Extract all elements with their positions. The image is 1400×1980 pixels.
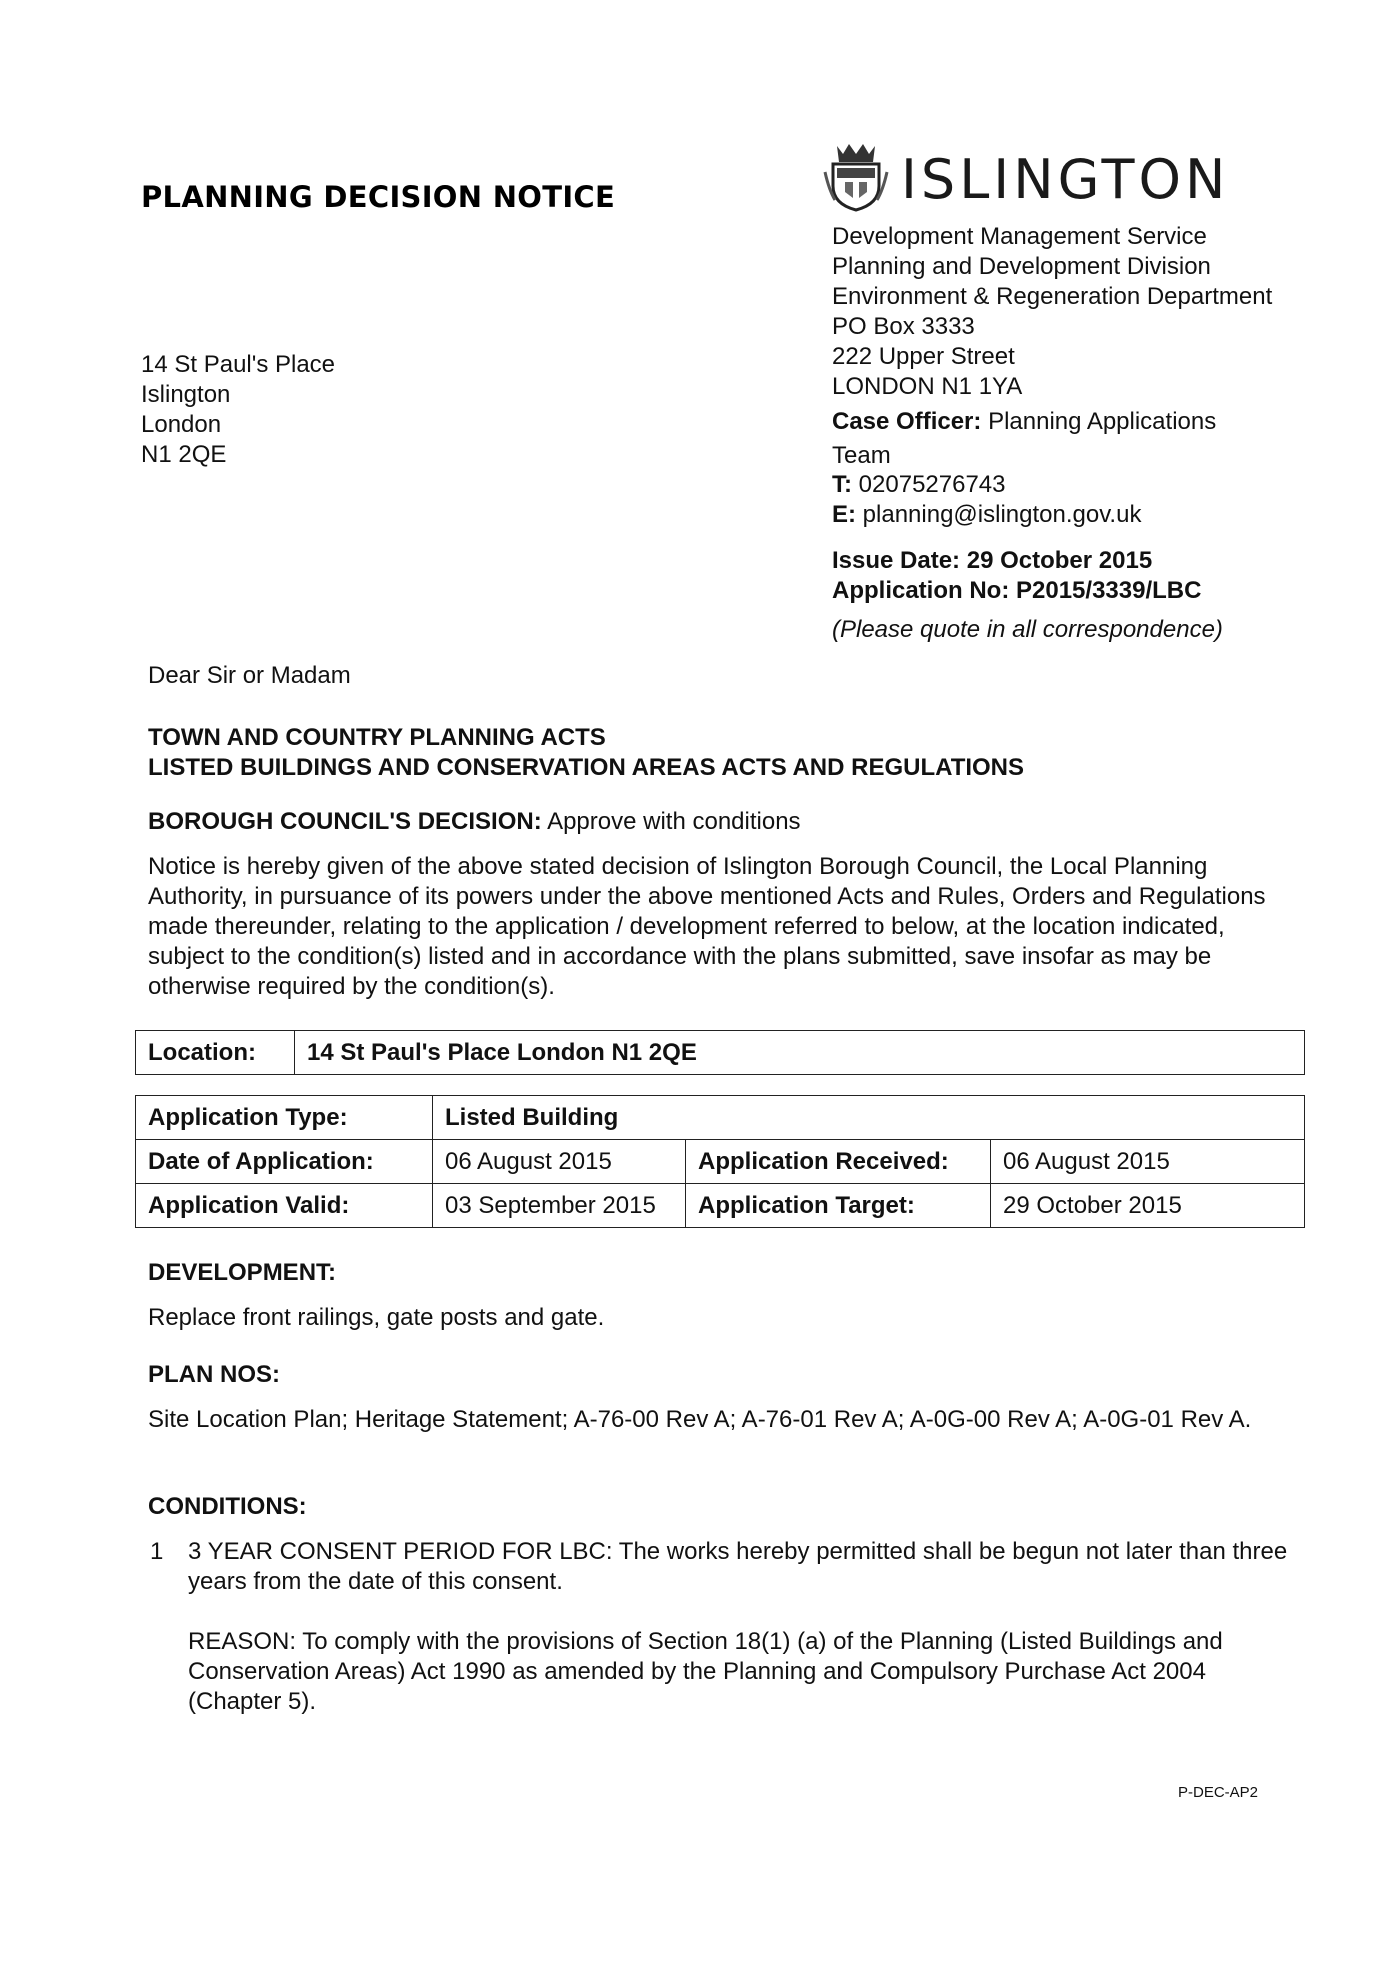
footer-code: P-DEC-AP2 — [1178, 1784, 1259, 1801]
application-type-label: Application Type: — [136, 1096, 433, 1140]
application-valid: 03 September 2015 — [433, 1184, 686, 1228]
acts-heading — [148, 723, 1024, 783]
location-table — [135, 1030, 1305, 1075]
phone-number: 02075276743 — [858, 471, 1006, 498]
council-decision — [148, 808, 801, 836]
condition-reason: REASON: To comply with the provisions of Section 18(1) (a) of the Planning (Listed Buildings and Conservation Areas) Act 1990 as amended by the Planning and Compulsory Purchase Act 2004 (Chapter 5). — [188, 1628, 1223, 1715]
council-address-line: Environment & Regeneration Department — [832, 283, 1273, 310]
plan-nos-heading: PLAN NOS: — [148, 1361, 280, 1388]
council-address-line: 222 Upper Street — [832, 343, 1015, 370]
contact-details — [832, 470, 1141, 530]
decision-value: Approve with conditions — [547, 808, 801, 835]
application-received-label: Application Received: — [686, 1140, 991, 1184]
islington-crest-icon — [823, 142, 889, 212]
plan-nos-text: Site Location Plan; Heritage Statement; A-76-00 Rev A; A-76-01 Rev A; A-0G-00 Rev A; A-0G-01 Rev A. — [148, 1406, 1252, 1433]
islington-logo — [823, 142, 1243, 212]
decision-label: BOROUGH COUNCIL'S DECISION: — [148, 808, 542, 835]
table-row — [136, 1096, 1305, 1140]
act-line: TOWN AND COUNTRY PLANNING ACTS — [148, 724, 606, 751]
date-of-application: 06 August 2015 — [433, 1140, 686, 1184]
phone-label: T: — [832, 471, 852, 498]
issue-date: 29 October 2015 — [966, 547, 1153, 574]
application-number-label: Application No: — [832, 577, 1010, 604]
applicant-address — [141, 350, 335, 470]
address-line: London — [141, 411, 222, 438]
email-label: E: — [832, 501, 856, 528]
case-officer-label: Case Officer: — [832, 408, 982, 435]
email-address[interactable]: planning@islington.gov.uk — [862, 501, 1142, 528]
application-table — [135, 1095, 1305, 1228]
address-line: 14 St Paul's Place — [141, 351, 336, 378]
application-received: 06 August 2015 — [991, 1140, 1305, 1184]
conditions-heading: CONDITIONS: — [148, 1493, 307, 1520]
location-value: 14 St Paul's Place London N1 2QE — [295, 1031, 1305, 1075]
issue-date-label: Issue Date: — [832, 547, 961, 574]
development-heading: DEVELOPMENT: — [148, 1259, 337, 1286]
table-row — [136, 1184, 1305, 1228]
case-officer-value: Planning Applications Team — [832, 408, 1217, 469]
condition-number: 1 — [150, 1538, 164, 1565]
case-officer — [832, 405, 1272, 473]
condition-text: 3 YEAR CONSENT PERIOD FOR LBC: The works hereby permitted shall be begun not later than three years from the date of this consent. — [188, 1538, 1288, 1595]
council-address-line: PO Box 3333 — [832, 313, 975, 340]
logo-text: ISLINGTON — [901, 148, 1230, 211]
location-label: Location: — [136, 1031, 295, 1075]
application-target-label: Application Target: — [686, 1184, 991, 1228]
notice-text: Notice is hereby given of the above stated decision of Islington Borough Council, the Local Planning Authority, in pursuance of its powers under the above mentioned Acts and Rules, Orders and Regulations made thereunder, relating to the application / development referred to below, at the location indicated, subject to the condition(s) listed and in accordance with the plans submitted, save insofar as may be otherwise required by the condition(s). — [148, 853, 1266, 1000]
date-of-application-label: Date of Application: — [136, 1140, 433, 1184]
development-text: Replace front railings, gate posts and gate. — [148, 1304, 605, 1331]
salutation: Dear Sir or Madam — [148, 662, 351, 689]
issue-info — [832, 546, 1201, 606]
council-address-line: Development Management Service — [832, 223, 1207, 250]
table-row — [136, 1031, 1305, 1075]
application-valid-label: Application Valid: — [136, 1184, 433, 1228]
council-address-line: Planning and Development Division — [832, 253, 1211, 280]
application-type: Listed Building — [433, 1096, 1305, 1140]
act-line: LISTED BUILDINGS AND CONSERVATION AREAS ACTS AND REGULATIONS — [148, 754, 1025, 781]
quote-note: (Please quote in all correspondence) — [832, 616, 1223, 643]
table-row — [136, 1140, 1305, 1184]
council-address-line: LONDON N1 1YA — [832, 373, 1023, 400]
application-target: 29 October 2015 — [991, 1184, 1305, 1228]
address-line: Islington — [141, 381, 231, 408]
council-address — [832, 222, 1272, 402]
page-title: PLANNING DECISION NOTICE — [141, 180, 616, 214]
application-number: P2015/3339/LBC — [1016, 577, 1202, 604]
address-line: N1 2QE — [141, 441, 227, 468]
